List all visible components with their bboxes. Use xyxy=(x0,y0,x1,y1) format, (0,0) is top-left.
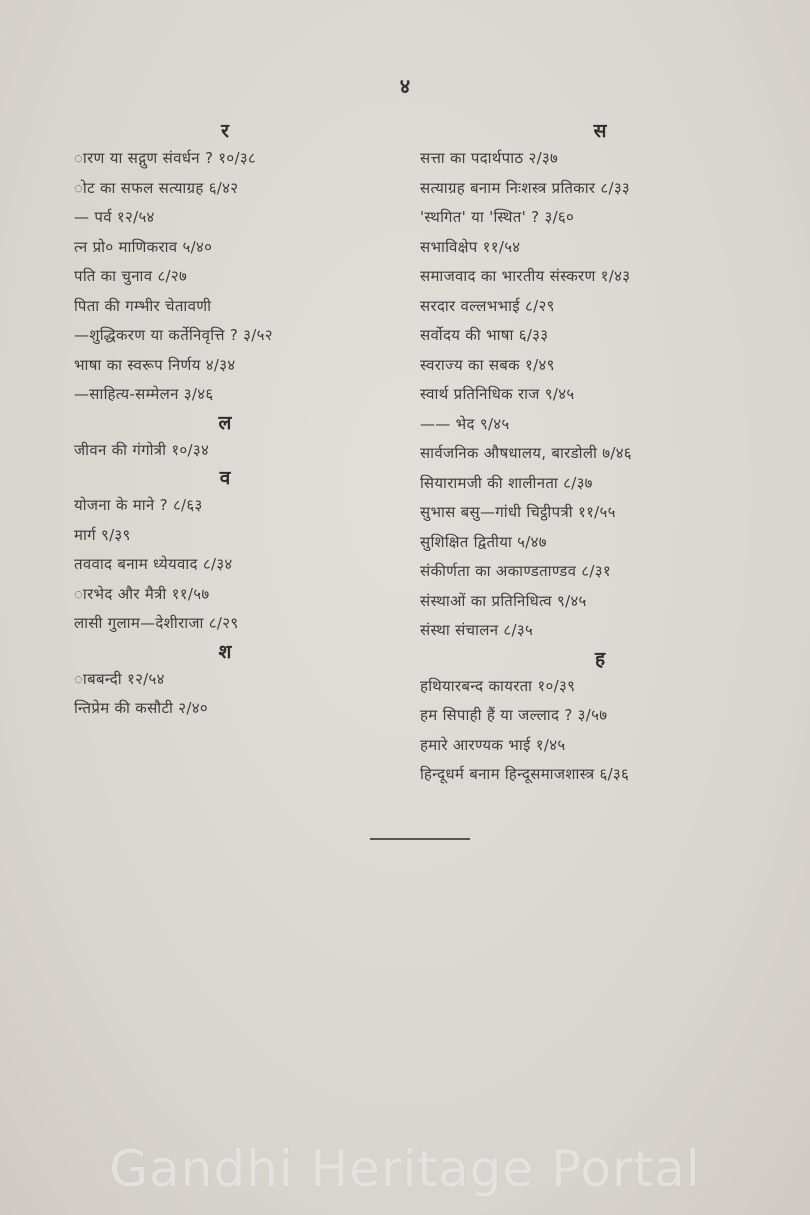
index-column-left xyxy=(60,118,390,724)
index-entry: हम सिपाही हैं या जल्लाद ? ३/५७ xyxy=(420,706,608,724)
index-entry: भाषा का स्वरूप निर्णय ४/३४ xyxy=(74,355,236,374)
index-entry: पिता की गम्भीर चेतावणी xyxy=(74,296,212,315)
index-entry: सत्याग्रह बनाम निःशस्त्र प्रतिकार ८/३३ xyxy=(420,178,631,197)
watermark: Gandhi Heritage Portal xyxy=(109,1140,701,1198)
section-heading: र xyxy=(221,120,229,142)
index-entry: सियारामजी की शालीनता ८/३७ xyxy=(420,473,593,492)
index-section xyxy=(420,118,780,646)
index-section xyxy=(60,465,390,639)
index-entry: सार्वजनिक औषधालय, बारडोली ७/४६ xyxy=(420,444,632,462)
index-section xyxy=(60,410,390,466)
index-entry: ोट का सफल सत्याग्रह ६/४२ xyxy=(74,178,239,197)
index-entry: सरदार वल्लभभाई ८/२९ xyxy=(420,296,555,315)
index-entry: —साहित्य-सम्मेलन ३/४६ xyxy=(74,385,214,403)
index-section xyxy=(60,118,390,410)
index-entry: सुभास बसु—गांधी चिट्ठीपत्री ११/५५ xyxy=(420,503,616,521)
page-number: ४ xyxy=(399,74,411,98)
section-heading: श xyxy=(218,640,232,663)
index-entry: संस्थाओं का प्रतिनिधित्व ९/४५ xyxy=(420,591,587,610)
section-heading: व xyxy=(219,467,231,489)
index-entry: स्वार्थ प्रतिनिधिक राज ९/४५ xyxy=(420,385,575,403)
index-entry: मार्ग ९/३९ xyxy=(74,525,131,544)
index-entry: —शुद्धिकरण या कर्तेनिवृत्ति ? ३/५२ xyxy=(74,326,273,344)
section-heading: स xyxy=(593,120,607,142)
index-entry: स्वराज्य का सबक १/४९ xyxy=(420,355,555,374)
index-entry: सभाविक्षेप ११/५४ xyxy=(420,237,521,256)
section-heading: ल xyxy=(218,411,232,434)
index-entry: ाबबन्दी १२/५४ xyxy=(74,669,165,688)
index-entry: संस्था संचालन ८/३५ xyxy=(420,621,534,639)
index-entry: तववाद बनाम ध्येयवाद ८/३४ xyxy=(74,555,233,573)
index-entry: लासी गुलाम—देशीराजा ८/२९ xyxy=(74,614,239,632)
section-heading: ह xyxy=(594,647,606,670)
index-entry: त्न प्रो० माणिकराव ५/४० xyxy=(74,237,213,256)
index-entry: हथियारबन्द कायरता १०/३९ xyxy=(420,676,576,695)
index-entry: समाजवाद का भारतीय संस्करण १/४३ xyxy=(420,267,631,285)
index-column-right xyxy=(420,118,780,790)
index-entry: — पर्व १२/५४ xyxy=(74,208,155,226)
index-entry: हिन्दूधर्म बनाम हिन्दूसमाजशास्त्र ६/३६ xyxy=(420,765,630,783)
index-section xyxy=(420,646,780,790)
index-entry: ारण या सद्गुण संवर्धन ? १०/३८ xyxy=(74,149,257,167)
index-entry: हमारे आरण्यक भाई १/४५ xyxy=(420,735,566,754)
index-entry: जीवन की गंगोत्री १०/३४ xyxy=(74,440,210,459)
index-entry: न्तिप्रेम की कसौटी २/४० xyxy=(74,699,208,717)
index-section xyxy=(60,639,390,724)
index-entry: 'स्थगित' या 'स्थित' ? ३/६० xyxy=(420,208,575,226)
index-entry: सत्ता का पदार्थपाठ २/३७ xyxy=(420,149,559,167)
index-entry: —— भेद ९/४५ xyxy=(420,414,510,433)
index-entry: संकीर्णता का अकाण्डताण्डव ८/३१ xyxy=(420,562,611,580)
index-entry: योजना के माने ? ८/६३ xyxy=(74,496,203,514)
index-entry: ारभेद और मैत्री ११/५७ xyxy=(74,584,210,603)
index-entry: सर्वोदय की भाषा ६/३३ xyxy=(420,326,549,344)
index-entry: सुशिक्षित द्वितीया ५/४७ xyxy=(420,532,547,551)
closing-rule xyxy=(370,838,470,840)
index-entry: पति का चुनाव ८/२७ xyxy=(74,267,188,285)
